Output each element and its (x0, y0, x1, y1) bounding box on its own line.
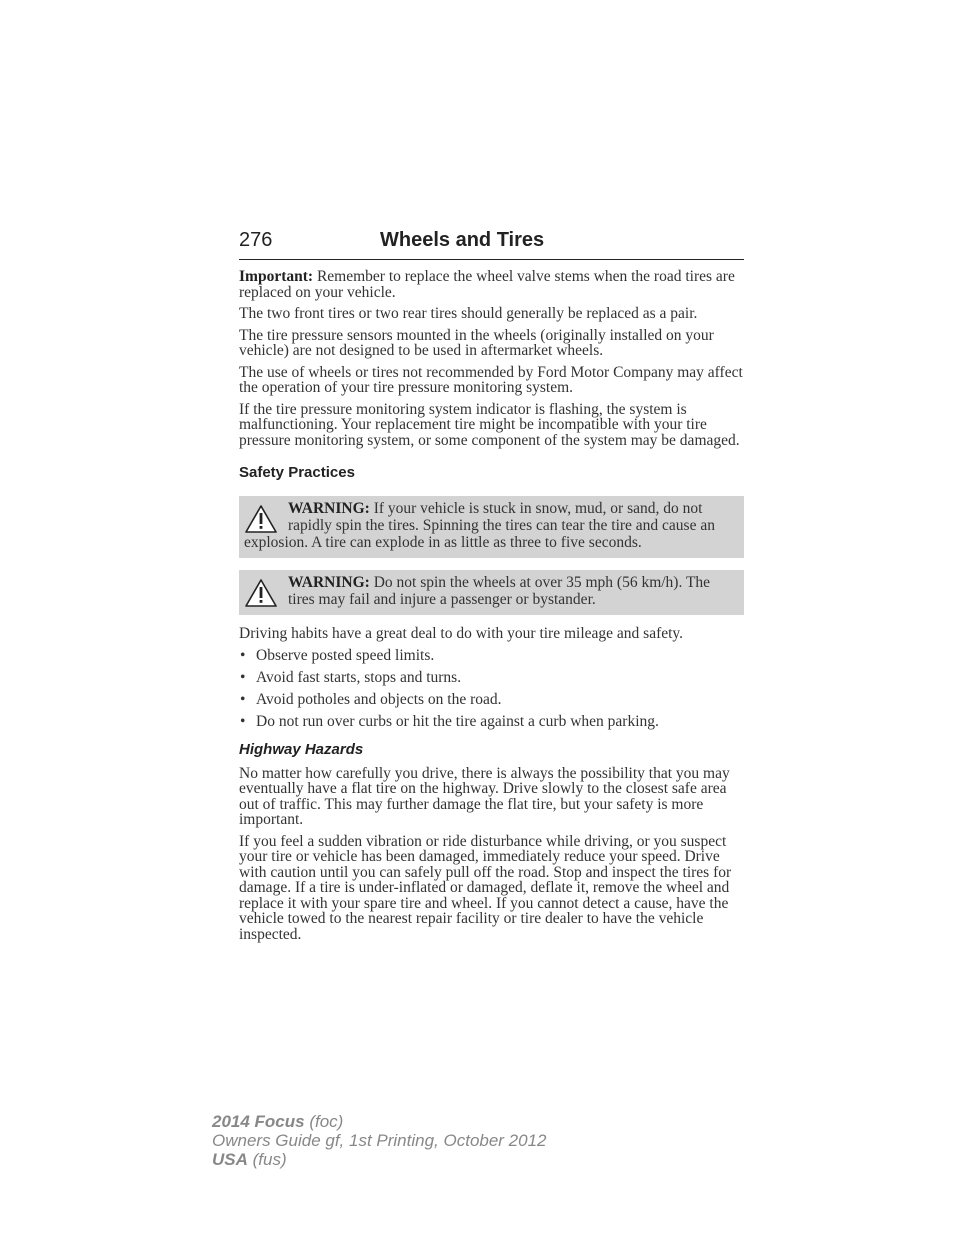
bullet-icon: • (240, 712, 246, 730)
subsection-heading-highway: Highway Hazards (239, 740, 364, 758)
warning-label: WARNING: (288, 574, 370, 591)
list-item (239, 670, 744, 686)
list-item (239, 714, 744, 730)
footer-model: 2014 Focus (212, 1112, 305, 1131)
bullet-icon: • (240, 646, 246, 664)
footer-region-code: (fus) (247, 1150, 287, 1169)
list-item (239, 692, 744, 708)
list-item-text: Observe posted speed limits. (256, 646, 435, 664)
page-header (239, 229, 744, 260)
important-label: Important: (239, 268, 314, 285)
warning-text: If your vehicle is stuck in snow, mud, or sand, do not rapidly spin the tires. Spinning the tires can tear the tire and cause an explosion. A tire can explode in as little as three to five seconds. (244, 500, 715, 551)
page-title: Wheels and Tires (380, 229, 545, 251)
section-heading-safety: Safety Practices (239, 464, 355, 481)
paragraph-sensors: The tire pressure sensors mounted in the wheels (originally installed on your vehicle) are not designed to be used in aftermarket wheels. (239, 326, 714, 359)
list-item-text: Do not run over curbs or hit the tire against a curb when parking. (256, 712, 659, 730)
list-item-text: Avoid potholes and objects on the road. (256, 690, 502, 708)
footer-line-model (212, 1112, 547, 1131)
warning-triangle-icon (244, 504, 278, 534)
paragraph-tpms-flashing: If the tire pressure monitoring system indicator is flashing, the system is malfunctioning. Your replacement tire might be incompatible with your tire pressure monitoring system, or some component of the system may be damaged. (239, 400, 740, 449)
warning-triangle-icon (244, 578, 278, 608)
footer-model-code: (foc) (304, 1112, 344, 1131)
driving-tips-list (239, 648, 744, 730)
warning-box (239, 496, 744, 558)
footer-region: USA (212, 1150, 248, 1169)
list-item-text: Avoid fast starts, stops and turns. (256, 668, 462, 686)
bullet-icon: • (240, 668, 246, 686)
page-footer (212, 1112, 547, 1169)
paragraph-ford-recommended: The use of wheels or tires not recommended by Ford Motor Company may affect the operation of your tire pressure monitoring system. (239, 363, 743, 396)
paragraph-driving-habits: Driving habits have a great deal to do with your tire mileage and safety. (239, 625, 684, 642)
list-item (239, 648, 744, 664)
warning-label: WARNING: (288, 500, 370, 517)
paragraph-important (239, 269, 744, 300)
bullet-icon: • (240, 690, 246, 708)
paragraph-flat-tire: No matter how carefully you drive, there is always the possibility that you may eventually have a flat tire on the highway. Drive slowly to the closest safe area out of traffic. This may further damage the flat tire, but your safety is more important. (239, 764, 730, 828)
paragraph-vibration: If you feel a sudden vibration or ride disturbance while driving, or you suspect your tire or vehicle has been damaged, immediately reduce your speed. Drive with caution until you can safely pull off the road. Stop and inspect the tires for damage. If a tire is under-inflated or damaged, deflate it, remove the wheel and replace it with your spare tire and wheel. If you cannot detect a cause, have the vehicle towed to the nearest repair facility or tire dealer to have the vehicle inspected. (239, 832, 732, 943)
footer-line-printing: Owners Guide gf, 1st Printing, October 2012 (212, 1131, 547, 1150)
page-number: 276 (239, 229, 273, 251)
warning-box (239, 570, 744, 615)
paragraph-replace-pair: The two front tires or two rear tires should generally be replaced as a pair. (239, 305, 698, 322)
paragraph-text: Remember to replace the wheel valve stems when the road tires are replaced on your vehicle. (239, 268, 735, 301)
page-content (239, 269, 744, 948)
warning-text: Do not spin the wheels at over 35 mph (56 km/h). The tires may fail and injure a passenger or bystander. (288, 574, 711, 608)
footer-line-region (212, 1150, 547, 1169)
